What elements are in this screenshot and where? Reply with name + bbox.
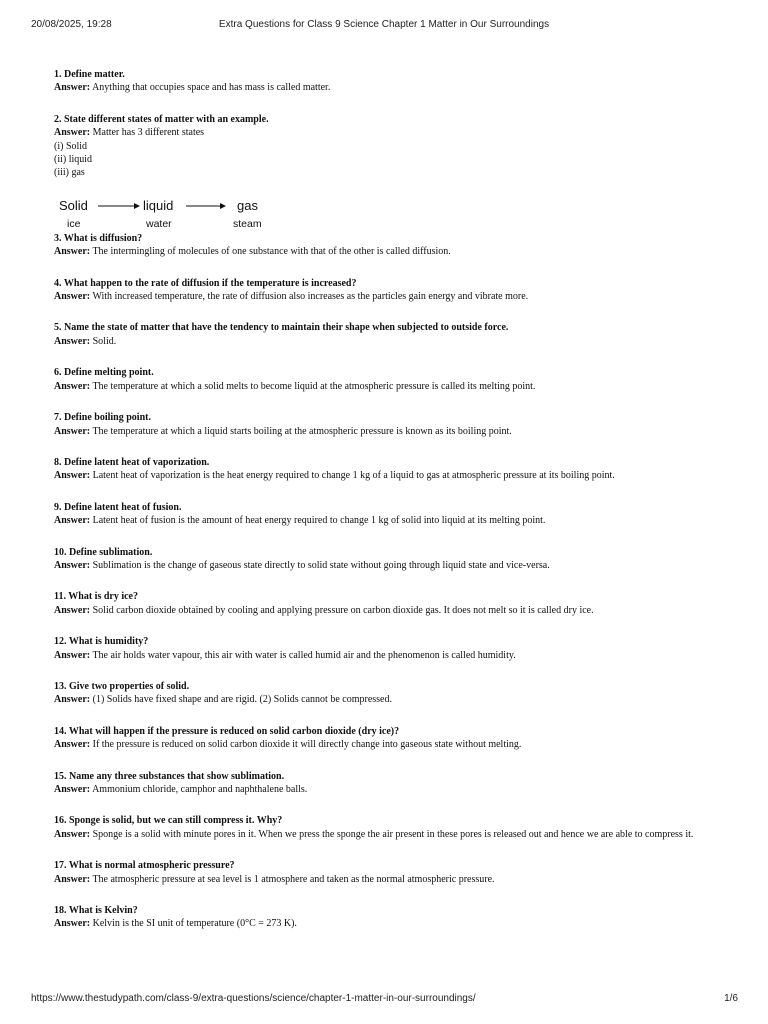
qa-item <box>54 635 724 662</box>
page-number: 1/6 <box>724 993 738 1004</box>
answer-text: Solid carbon dioxide obtained by cooling and applying pressure on carbon dioxide gas. It does not melt so it is called dry ice. <box>92 604 594 616</box>
question: 9. Define latent heat of fusion. <box>54 501 182 513</box>
qa-item <box>54 770 724 797</box>
list-item: (ii) liquid <box>54 154 93 166</box>
answer-label: Answer: <box>54 604 91 616</box>
qa-item <box>54 411 724 438</box>
answer-label: Answer: <box>54 828 91 840</box>
answer <box>54 917 724 930</box>
answer-text: Solid. <box>92 335 117 347</box>
qa-item <box>54 680 724 707</box>
states-of-matter-diagram <box>54 196 284 232</box>
answer <box>54 559 724 572</box>
qa-item <box>54 321 724 348</box>
answer-text: The atmospheric pressure at sea level is 1 atmosphere and taken as the normal atmospheric pressure. <box>92 873 495 885</box>
answer-text: Sublimation is the change of gaseous state directly to solid state without going through liquid state and vice-versa. <box>92 559 550 571</box>
question: 14. What will happen if the pressure is reduced on solid carbon dioxide (dry ice)? <box>54 725 400 737</box>
example-label-water: water <box>146 217 172 230</box>
qa-item <box>54 366 724 393</box>
question: 13. Give two properties of solid. <box>54 680 190 692</box>
answer-label: Answer: <box>54 470 91 482</box>
answer-text: The intermingling of molecules of one substance with that of the other is called diffusion. <box>92 246 451 258</box>
question: 11. What is dry ice? <box>54 591 138 603</box>
answer <box>54 335 724 348</box>
print-page-title: Extra Questions for Class 9 Science Chapter 1 Matter in Our Surroundings <box>218 19 550 30</box>
answer <box>54 514 724 527</box>
answer-label: Answer: <box>54 694 91 706</box>
list-item: (iii) gas <box>54 167 85 179</box>
answer-text: The air holds water vapour, this air with water is called humid air and the phenomenon is called humidity. <box>92 649 516 661</box>
answer-label: Answer: <box>54 425 91 437</box>
question: 6. Define melting point. <box>54 367 154 379</box>
states-list <box>54 140 724 180</box>
qa-item <box>54 546 724 573</box>
answer-label: Answer: <box>54 559 91 571</box>
question: 17. What is normal atmospheric pressure? <box>54 860 235 872</box>
qa-item <box>54 113 724 180</box>
answer-label: Answer: <box>54 246 91 258</box>
answer-text: The temperature at which a liquid starts boiling at the atmospheric pressure is known as its boiling point. <box>92 425 512 437</box>
question: 15. Name any three substances that show sublimation. <box>54 770 285 782</box>
qa-item <box>54 456 724 483</box>
answer <box>54 245 724 258</box>
answer-text: Sponge is a solid with minute pores in it. When we press the sponge the air present in these pores is released out and hence we are able to compress it. <box>92 828 694 840</box>
answer <box>54 604 724 617</box>
answer <box>54 290 724 303</box>
qa-item <box>54 859 724 886</box>
question: 7. Define boiling point. <box>54 412 151 424</box>
answer-label: Answer: <box>54 380 91 392</box>
question: 1. Define matter. <box>54 69 125 80</box>
list-item: (i) Solid <box>54 140 88 152</box>
answer-text: With increased temperature, the rate of diffusion also increases as the particles gain energy and vibrate more. <box>92 291 529 303</box>
print-header <box>0 19 768 33</box>
answer-text: Latent heat of vaporization is the heat energy required to change 1 kg of a liquid to gas at atmospheric pressure at its boiling point. <box>92 470 615 482</box>
example-label-ice: ice <box>67 217 81 230</box>
answer-label: Answer: <box>54 127 91 139</box>
qa-item <box>54 68 724 95</box>
answer-label: Answer: <box>54 784 91 795</box>
answer-label: Answer: <box>54 82 91 94</box>
question: 5. Name the state of matter that have the tendency to maintain their shape when subjected to outside force. <box>54 322 509 334</box>
print-footer <box>0 993 768 1007</box>
answer-label: Answer: <box>54 291 91 303</box>
document-body <box>54 68 724 949</box>
page-url: https://www.thestudypath.com/class-9/extra-questions/science/chapter-1-matter-in-our-surroundings/ <box>31 993 476 1004</box>
example-label-steam: steam <box>233 217 262 230</box>
qa-item <box>54 725 724 752</box>
answer-text: If the pressure is reduced on solid carbon dioxide it will directly change into gaseous state without melting. <box>92 739 522 751</box>
question: 4. What happen to the rate of diffusion if the temperature is increased? <box>54 277 357 289</box>
qa-item <box>54 232 724 259</box>
qa-item <box>54 904 724 931</box>
state-label-solid: Solid <box>59 197 88 213</box>
answer-text: Matter has 3 different states <box>92 127 205 139</box>
question: 8. Define latent heat of vaporization. <box>54 456 210 468</box>
answer-label: Answer: <box>54 649 91 661</box>
answer-text: (1) Solids have fixed shape and are rigid. (2) Solids cannot be compressed. <box>92 694 392 706</box>
print-datetime: 20/08/2025, 19:28 <box>31 19 112 30</box>
question: 18. What is Kelvin? <box>54 905 138 917</box>
answer-label: Answer: <box>54 739 91 751</box>
answer-label: Answer: <box>54 918 91 930</box>
question: 16. Sponge is solid, but we can still compress it. Why? <box>54 815 283 827</box>
answer-text: Kelvin is the SI unit of temperature (0°C = 273 K). <box>92 918 297 930</box>
state-label-gas: gas <box>237 197 258 213</box>
question: 12. What is humidity? <box>54 636 149 648</box>
arrowhead-icon <box>134 203 140 209</box>
answer <box>54 425 724 438</box>
answer-text: Ammonium chloride, camphor and naphthalene balls. <box>92 784 308 795</box>
answer-label: Answer: <box>54 335 91 347</box>
answer-label: Answer: <box>54 873 91 885</box>
answer-text: The temperature at which a solid melts to become liquid at the atmospheric pressure is called its melting point. <box>92 380 536 392</box>
answer <box>54 783 724 796</box>
state-label-liquid: liquid <box>143 197 174 213</box>
question: 10. Define sublimation. <box>54 546 153 558</box>
qa-item <box>54 501 724 528</box>
answer-text: Anything that occupies space and has mass is called matter. <box>92 82 331 94</box>
answer <box>54 649 724 662</box>
answer-text: Latent heat of fusion is the amount of heat energy required to change 1 kg of solid into liquid at its melting point. <box>92 515 546 527</box>
qa-list <box>54 232 724 931</box>
qa-item <box>54 277 724 304</box>
answer <box>54 828 724 841</box>
answer <box>54 469 724 482</box>
answer <box>54 693 724 706</box>
qa-item <box>54 590 724 617</box>
answer <box>54 738 724 751</box>
answer-label: Answer: <box>54 515 91 527</box>
answer <box>54 126 724 139</box>
question: 3. What is diffusion? <box>54 232 143 244</box>
answer <box>54 81 724 94</box>
answer <box>54 380 724 393</box>
answer <box>54 873 724 886</box>
arrowhead-icon <box>220 203 226 209</box>
qa-item <box>54 814 724 841</box>
question: 2. State different states of matter with an example. <box>54 113 269 125</box>
